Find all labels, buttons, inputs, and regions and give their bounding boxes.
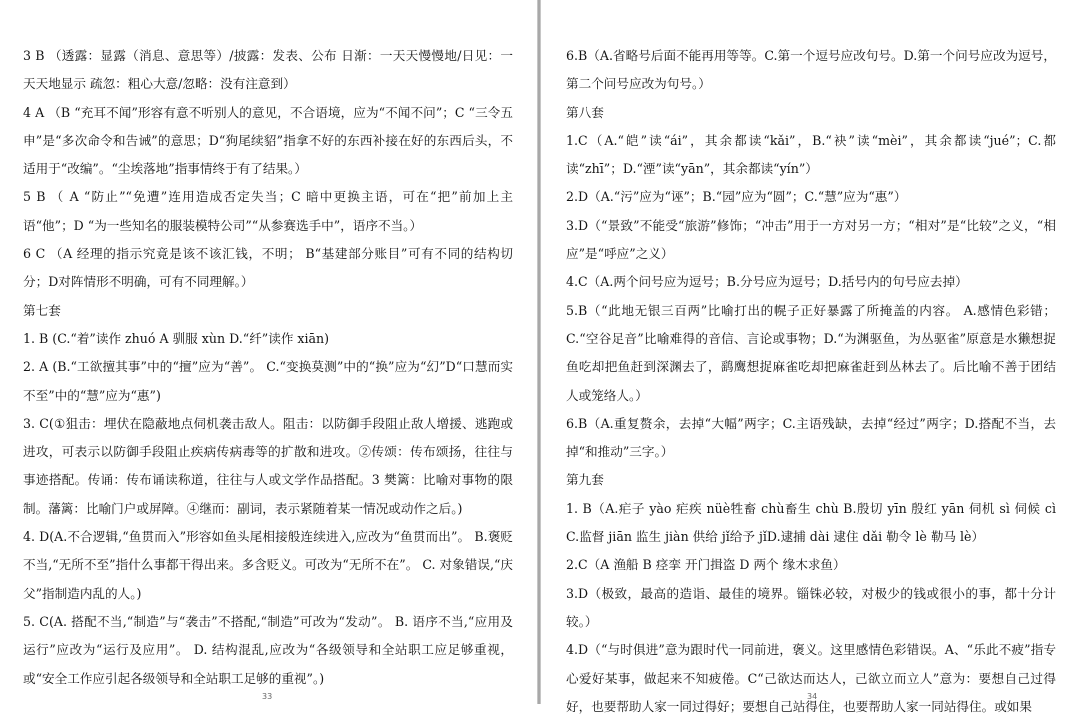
page-number: 33 [262, 692, 273, 701]
left-page [0, 0, 537, 704]
section-heading: 第九套 [566, 472, 604, 488]
paragraph: 1. B (C.“着”读作 zhuó A 驯服 xùn D.“纤”读作 xiān) [23, 330, 330, 346]
paragraph: 2. A (B.“工欲擅其事”中的“擅”应为“善”。 C.“变换莫测”中的“换”应为“幻”D“口慧而实不至”中的“慧”应为“惠”) [23, 359, 513, 403]
paragraph: 3.D（“景致”不能受“旅游”修饰；“冲击”用于一方对另一方；“相对”是“比较”之义，“相应”是“呼应”之义） [566, 217, 1056, 262]
paragraph: 4.D（“与时俱进”意为跟时代一同前进，褒义。这里感情色彩错误。A、“乐此不疲”指专心爱好某事，做起来不知疲倦。C“己欲达而达人，己欲立而立人”意为：要想自己过得好，也要帮助人家一同过得好；要想自己站得住，也要帮助人家一同站得住。或如果 [566, 642, 1056, 714]
section-heading: 第八套 [566, 104, 604, 120]
paragraph: 4 A （B “充耳不闻”形容有意不听别人的意见，不合语境，应为“不闻不问”；C “三令五申”是“多次命令和告诫”的意思；D“狗尾续貂”指拿不好的东西补接在好的东西后头，不适用于“改编”。“尘埃落地”指事情终于有了结果。） [23, 104, 513, 177]
paragraph: 2.D（A.“污”应为“诬”；B.“园”应为“圆”；C.“慧”应为“惠”） [566, 189, 907, 205]
paragraph: 6.B（A.重复赘余，去掉“大幅”两字；C.主语残缺，去掉“经过”两字；D.搭配不当，去掉“和推动”三字。） [566, 415, 1056, 460]
paragraph: 2.C（A 渔船 B 痉挛 开门揖盗 D 两个 缘木求鱼） [566, 557, 846, 573]
paragraph: 5.B（“此地无银三百两”比喻打出的幌子正好暴露了所掩盖的内容。 A.感情色彩错；C.“空谷足音”比喻难得的音信、言论或事物；D.“为渊驱鱼，为丛驱雀”原意是水獭想捉鱼吃却把鱼赶到深渊去了，鹞鹰想捉麻雀吃却把麻雀赶到丛林去了。后比喻不善于团结人或笼络人。） [566, 302, 1056, 403]
section-heading: 第七套 [23, 302, 61, 318]
paragraph: 3 B （透露：显露（消息、意思等）/披露：发表、公布 日渐：一天天慢慢地/日见：一天天地显示 疏忽：粗心大意/忽略：没有注意到） [23, 48, 513, 92]
paragraph: 4. D(A.不合逻辑,“鱼贯而入”形容如鱼头尾相接般连续进入,应改为“鱼贯而出”。 B.褒贬不当,“无所不至”指什么事都干得出来。多含贬义。可改为“无所不在”。 C. 对象错误,“庆父”指制造内乱的人。) [23, 529, 513, 601]
paragraph: 5. C(A. 搭配不当,“制造”与“袭击”不搭配,“制造”可改为“发动”。 B. 语序不当,“应用及运行”应改为“运行及应用”。 D. 结构混乱,应改为“各级领导和全站职工应足够重视，或“安全工作应引起各级领导和全站职工足够的重视”。) [23, 613, 513, 686]
paragraph: 6 C （A 经理的指示究竟是该不该汇钱，不明； B“基建部分账目”可有不同的结构切分；D对阵情形不明确，可有不同理解。） [23, 246, 513, 290]
paragraph: 6.B（A.省略号后面不能再用等等。C.第一个逗号应改句号。D.第一个问号应改为逗号，第二个问号应改为句号。） [566, 48, 1056, 92]
paragraph: 3.D（极致，最高的造诣、最佳的境界。锱铢必较，对极少的钱或很小的事，都十分计较。） [566, 585, 1056, 629]
paragraph: 4.C（A.两个问号应为逗号；B.分号应为逗号；D.括号内的句号应去掉） [566, 274, 968, 290]
paragraph: 1.C（A.“皑”读“ái”，其余都读“kǎi”，B.“袂”读“mèi”，其余都读“jué”；C.都读“zhī”；D.“湮”读“yān”，其余都读“yín”） [566, 132, 1056, 177]
paragraph: 1. B（A.疟子 yào 疟疾 nüè牲畜 chù畜生 chù B.殷切 yīn 殷红 yān 伺机 sì 伺候 cì C.监督 jiān 监生 jiàn 供给 jǐ给予 jǐD.逮捕 dài 逮住 dǎi 勒令 lè 勒马 lè） [566, 500, 1056, 545]
page-number: 34 [807, 692, 818, 701]
right-page-text [566, 42, 1056, 721]
right-page [541, 0, 1076, 714]
paragraph: 3. C(①狙击：埋伏在隐蔽地点伺机袭击敌人。阻击：以防御手段阻止敌人增援、逃跑或进攻，可表示以防御手段阻止疾病传病毒等的扩散和进攻。②传颂：传布颂扬，往往与事迹搭配。传诵：传布诵读称道，往往与人或文学作品搭配。3 樊篱：比喻对事物的限制。藩篱：比喻门户或屏障。④继而：副词，表示紧随着某一情况或动作之后。) [23, 415, 513, 516]
paragraph: 5 B （ A “防止”“免遭”连用造成否定失当；C 暗中更换主语，可在“把”前加上主语“他”；D “为一些知名的服装模特公司”“从参赛选手中”，语序不当。） [23, 189, 513, 233]
left-page-text [23, 42, 513, 693]
